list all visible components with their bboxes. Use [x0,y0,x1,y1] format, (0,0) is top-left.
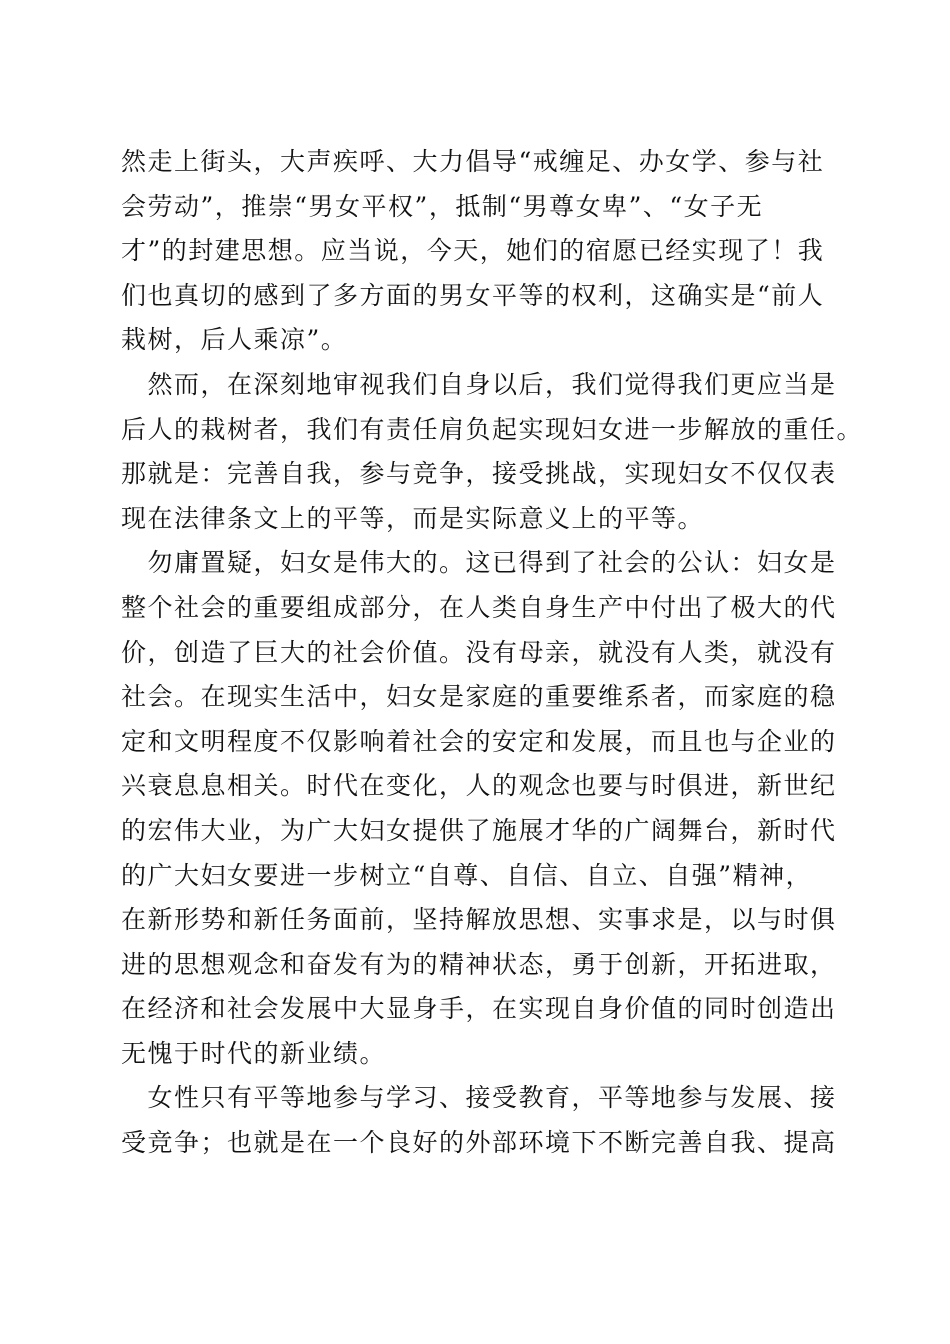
text-line: 价，创造了巨大的社会价值。没有母亲，就没有人类，就没有 [121,637,837,667]
text-line: 后人的栽树者，我们有责任肩负起实现妇女进一步解放的重任。 [121,414,864,444]
text-line: 在经济和社会发展中大显身手，在实现自身价值的同时创造出 [121,994,837,1024]
paragraph-3 [121,541,837,1076]
text-line: 受竞争；也就是在一个良好的外部环境下不断完善自我、提高 [121,1128,837,1158]
text-line: 无愧于时代的新业绩。 [121,1038,387,1068]
text-line: 女性只有平等地参与学习、接受教育，平等地参与发展、接 [121,1083,837,1113]
text-line: 的宏伟大业，为广大妇女提供了施展才华的广阔舞台，新时代 [121,815,837,845]
text-line: 在新形势和新任务面前，坚持解放思想、实事求是，以与时俱 [121,905,837,935]
text-line: 栽树，后人乘凉”。 [121,325,348,355]
text-line: 勿庸置疑，妇女是伟大的。这已得到了社会的公认：妇女是 [121,548,837,578]
text-line: 定和文明程度不仅影响着社会的安定和发展，而且也与企业的 [121,726,837,756]
text-line: 社会。在现实生活中，妇女是家庭的重要维系者，而家庭的稳 [121,682,837,712]
document-body [121,140,864,1166]
text-line: 们也真切的感到了多方面的男女平等的权利，这确实是“前人 [121,280,825,310]
text-line: 然走上街头，大声疾呼、大力倡导“戒缠足、办女学、参与社 [121,147,825,176]
text-line: 会劳动”，推崇“男女平权”，抵制“男尊女卑”、“女子无 [121,191,764,221]
text-line: 那就是：完善自我，参与竞争，接受挑战，实现妇女不仅仅表 [121,459,837,489]
text-line: 兴衰息息相关。时代在变化，人的观念也要与时俱进，新世纪 [121,771,837,801]
text-line: 现在法律条文上的平等，而是实际意义上的平等。 [121,503,705,533]
paragraph-4 [121,1076,837,1165]
text-line: 进的思想观念和奋发有为的精神状态，勇于创新，开拓进取， [121,949,837,979]
text-line: 整个社会的重要组成部分，在人类自身生产中付出了极大的代 [121,592,837,622]
text-line: 的广大妇女要进一步树立“自尊、自信、自立、自强”精神， [121,860,813,890]
text-line: 才”的封建思想。应当说，今天，她们的宿愿已经实现了！我 [121,236,825,266]
paragraph-1 [121,140,825,363]
paragraph-2 [121,363,864,541]
text-line: 然而，在深刻地审视我们自身以后，我们觉得我们更应当是 [121,369,837,399]
